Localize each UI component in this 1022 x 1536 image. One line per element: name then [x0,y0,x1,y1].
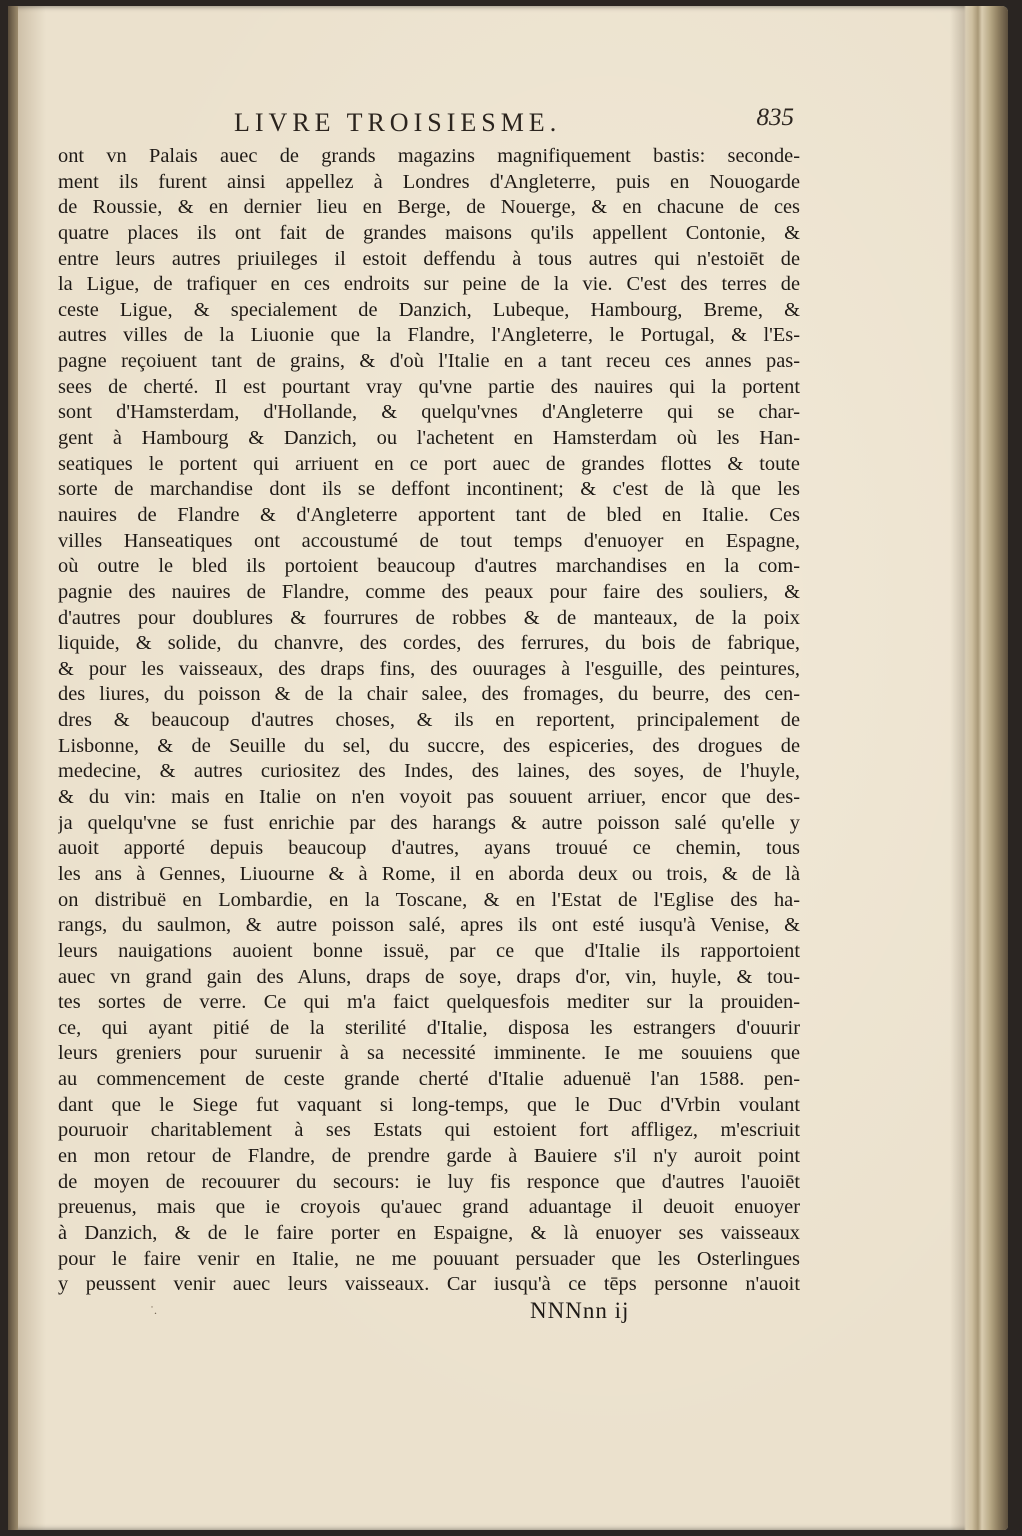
text-line: ja quelqu'vne se fust enrichie par des harangs & autre poisson salé qu'elle y [58,811,800,834]
text-line: rangs, du saulmon, & autre poisson salé, apres ils ont esté iusqu'à Venise, & [58,914,800,937]
text-line: pagne reçoiuent tant de grains, & d'où l'Italie en a tant receu ces annes pas- [58,350,800,373]
page-number: 835 [756,104,794,131]
text-line: pagnie des nauires de Flandre, comme des peaux pour faire des souliers, & [58,580,800,603]
text-line: pouruoir charitablement à ses Estats qui estoient fort affligez, m'escriuit [58,1119,800,1142]
text-line: leurs greniers pour suruenir à sa necessité imminente. Ie me souuiens que [58,1042,800,1065]
text-line: à Danzich, & de le faire porter en Espaigne, & là enuoyer ses vaisseaux [58,1221,800,1244]
text-line: nauires de Flandre & d'Angleterre apportent tant de bled en Italie. Ces [58,503,800,526]
text-line: medecine, & autres curiositez des Indes, des laines, des soyes, de l'huyle, [58,760,800,783]
text-line: leurs nauigations auoient bonne issuë, par ce que d'Italie ils rapportoient [58,939,800,962]
text-line: sont d'Hamsterdam, d'Hollande, & quelqu'vnes d'Angleterre qui se char- [58,401,800,424]
text-line: au commencement de ceste grande cherté d'Italie aduenuë l'an 1588. pen- [58,1068,800,1091]
book-leaf [8,6,1008,1530]
text-line: entre leurs autres priuileges il estoit deffendu à tous autres qui n'estoiēt de [58,247,800,270]
text-line: en mon retour de Flandre, de prendre garde à Bauiere s'il n'y auroit point [58,1144,800,1167]
text-line: sees de cherté. Il est pourtant vray qu'vne partie des nauires qui la portent [58,375,800,398]
text-line: Lisbonne, & de Seuille du sel, du succre, des espiceries, des drogues de [58,734,800,757]
text-line: y peussent venir auec leurs vaisseaux. Car iusqu'à ce tēps personne n'auoit [58,1273,800,1296]
text-line: d'autres pour doublures & fourrures de robbes & de manteaux, de la poix [58,606,800,629]
page-edge-stack [950,6,1008,1530]
text-line: tes sortes de verre. Ce qui m'a faict quelquesfois mediter sur la prouiden- [58,991,800,1014]
text-line: seatiques le portent qui arriuent en ce port auec de grandes flottes & toute [58,452,800,475]
text-line: & pour les vaisseaux, des draps fins, des ouurages à l'esguille, des peintures, [58,657,800,680]
text-line: de Roussie, & en dernier lieu en Berge, de Nouerge, & en chacune de ces [58,196,800,219]
text-line: & du vin: mais en Italie on n'en voyoit pas souuent arriuer, encor que des- [58,786,800,809]
running-header: LIVRE TROISIESME. [234,108,562,137]
text-line: où outre le bled ils portoient beaucoup d'autres marchandises en la com- [58,555,800,578]
ink-speck: ˙. [150,1303,157,1317]
text-line: la Ligue, de trafiquer en ces endroits sur peine de la vie. C'est des terres de [58,273,800,296]
text-line: des liures, du poisson & de la chair salee, des fromages, du beurre, des cen- [58,683,800,706]
text-line: auec vn grand gain des Aluns, draps de soye, draps d'or, vin, huyle, & tou- [58,965,800,988]
text-line: ont vn Palais auec de grands magazins magnifiquement bastis: seconde- [58,145,800,167]
text-line: quatre places ils ont fait de grandes maisons qu'ils appellent Contonie, & [58,221,800,244]
text-line: ment ils furent ainsi appellez à Londres d'Angleterre, puis en Nouogarde [58,170,800,193]
text-line: dres & beaucoup d'autres choses, & ils en reportent, principalement de [58,709,800,732]
text-line: auoit apporté depuis beaucoup d'autres, ayans trouué ce chemin, tous [58,837,800,860]
text-line: sorte de marchandise dont ils se deffont incontinent; & c'est de là que les [58,478,800,501]
text-line: les ans à Gennes, Liuourne & à Rome, il en aborda deux ou trois, & de là [58,862,800,885]
text-line: pour le faire venir en Italie, ne me pouuant persuader que les Osterlingues [58,1247,800,1270]
text-line: gent à Hambourg & Danzich, ou l'achetent en Hamsterdam où les Han- [58,427,800,450]
text-line: villes Hanseatiques ont accoustumé de tout temps d'enuoyer en Espagne, [58,529,800,552]
text-line: de moyen de recouurer du secours: ie luy fis responce que d'autres l'auoiēt [58,1170,800,1193]
text-line: preuenus, mais que ie croyois qu'auec grand aduantage il deuoit enuoyer [58,1196,800,1219]
page-gutter-shadow [8,6,18,1530]
text-line: dant que le Siege fut vaquant si long-temps, que le Duc d'Vrbin voulant [58,1093,800,1116]
signature-mark: NNNnn ij [530,1298,630,1323]
text-line: autres villes de la Liuonie que la Flandre, l'Angleterre, le Portugal, & l'Es- [58,324,800,347]
text-line: liquide, & solide, du chanvre, des cordes, des ferrures, du bois de fabrique, [58,632,800,655]
body-text [58,144,800,1298]
text-line: ce, qui ayant pitié de la sterilité d'Italie, disposa les estrangers d'ouurir [58,1016,800,1039]
text-line: ceste Ligue, & specialement de Danzich, Lubeque, Hambourg, Breme, & [58,298,800,321]
text-line: on distribuë en Lombardie, en la Toscane, & en l'Estat de l'Eglise des ha- [58,888,800,911]
